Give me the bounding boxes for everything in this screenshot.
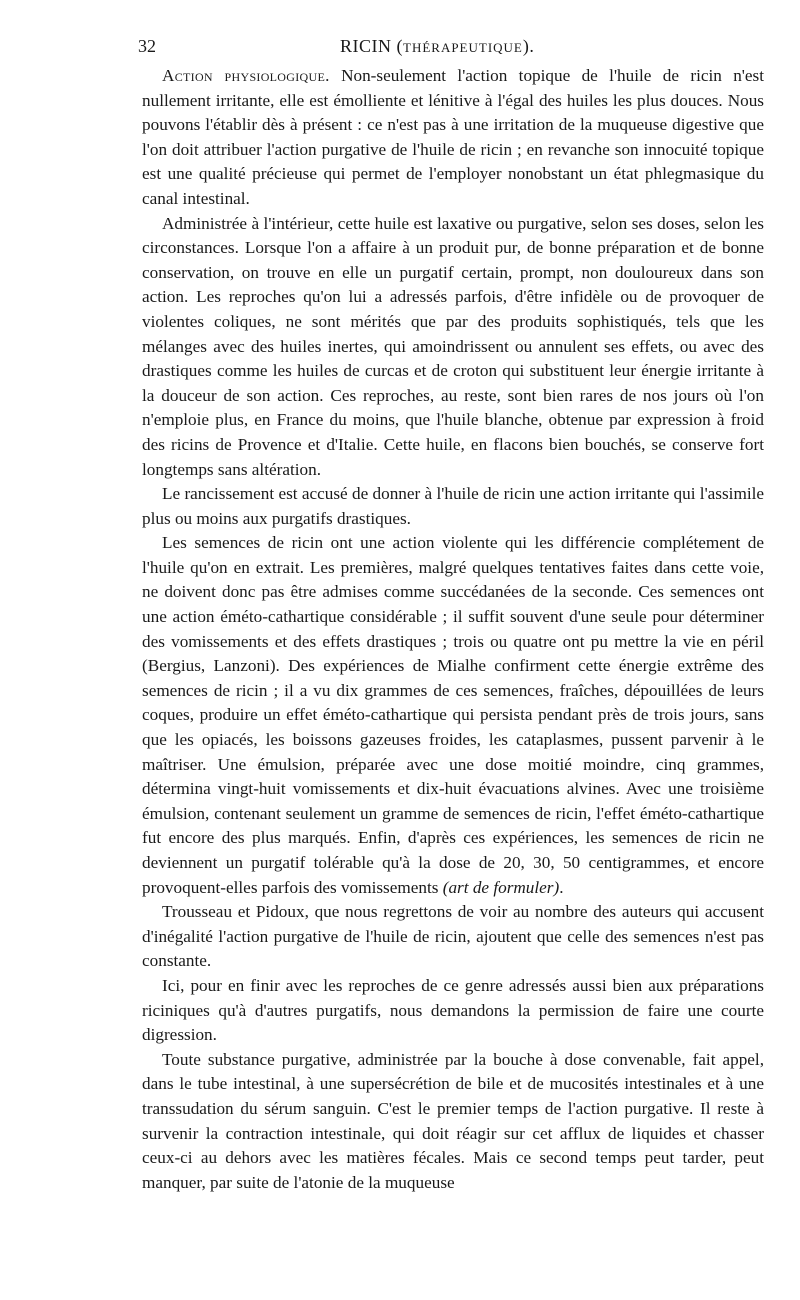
paragraph-rancidity xyxy=(142,482,764,531)
paragraph-physiological-action xyxy=(142,64,764,212)
paragraph-text: Le rancissement est accusé de donner à l'huile de ricin une action irritante qui l'assimile plus ou moins aux purgatifs drastiques. xyxy=(142,484,764,528)
running-title-main: RICIN ( xyxy=(340,36,403,56)
paragraph-text: Trousseau et Pidoux, que nous regrettons de voir au nombre des auteurs qui accusent d'inégalité l'action purgative de l'huile de ricin, ajoutent que celle des semences n'est pas constante. xyxy=(142,902,764,971)
paragraph-seeds xyxy=(142,531,764,900)
running-head xyxy=(138,36,764,64)
running-title-close: ). xyxy=(522,36,535,56)
paragraph-text: Les semences de ricin ont une action violente qui les différencie complétement de l'huile qu'on en extrait. Les premières, malgré quelques tentatives faites dans cette voie, ne doivent donc pas être admises comme succédanées de la seconde. Ces semences ont une action éméto-cathartique considérable ; il suffit souvent d'une seule pour déterminer des vomissements et des effets drastiques ; trois ou quatre ont pu mettre la vie en péril (Bergius, Lanzoni). Des expériences de Mialhe confirment cette énergie extrême des semences de ricin ; il a vu dix grammes de ces semences, fraîches, dépouillées de leurs coques, produire un effet éméto-cathartique qui persista pendant près de trois jours, sans que les opiacés, les boissons gazeuses froides, les cataplasmes, pussent parvenir à le maîtriser. Une émulsion, préparée avec une dose moitié moindre, cinq grammes, détermina vingt-huit vomissements et dix-huit évacuations alvines. Avec une troisième émulsion, contenant seulement un gramme de semences de ricin, l'effet éméto-cathartique fut encore des plus marqués. Enfin, d'après ces expériences, les semences de ricin ne deviennent un purgatif tolérable qu'à la dose de 20, 30, 50 centigrammes, et encore provoquent-elles parfois des vomissements xyxy=(142,533,764,897)
body-text xyxy=(142,64,764,1195)
paragraph-text: Non-seulement l'action topique de l'huile de ricin n'est nullement irritante, elle est émolliente et lénitive à l'égal des huiles les plus douces. Nous pouvons l'établir dès à présent : ce n'est pas à une irritation de la muqueuse digestive que l'on doit attribuer l'action purgative de l'huile de ricin ; en revanche son innocuité topique est une qualité précieuse qui permet de l'employer nonobstant un état phlegmasique du canal intestinal. xyxy=(142,66,764,208)
paragraph-trousseau-pidoux xyxy=(142,900,764,974)
italic-reference: (art de formuler) xyxy=(442,877,560,897)
paragraph-purgative-mechanism xyxy=(142,1048,764,1196)
section-label: Action physiologique. xyxy=(162,66,330,85)
paragraph-digression xyxy=(142,974,764,1048)
page-number: 32 xyxy=(138,36,156,56)
running-title xyxy=(340,36,534,57)
paragraph-tail: . xyxy=(559,877,564,897)
paragraph-oral-administration xyxy=(142,212,764,483)
paragraph-text: Administrée à l'intérieur, cette huile est laxative ou purgative, selon ses doses, selon les circonstances. Lorsque l'on a affaire à un produit pur, de bonne préparation et de bonne conservation, on trouve en elle un purgatif certain, prompt, non douloureux dans son action. Les reproches qu'on lui a adressés parfois, d'être infidèle ou de provoquer de violentes coliques, ne sont mérités que par des produits sophistiqués, tels que les mélanges avec des huiles inertes, qui amoindrissent ou annulent ses effets, ou avec des drastiques comme les huiles de curcas et de croton qui substituent leur énergie irritante à la douceur de son action. Ces reproches, au reste, sont bien rares de nos jours où l'on n'emploie plus, en France du moins, que l'huile blanche, obtenue par expression à froid des ricins de Provence et d'Italie. Cette huile, en flacons bien bouchés, se conserve fort longtemps sans altération. xyxy=(142,213,764,479)
paragraph-text: Ici, pour en finir avec les reproches de ce genre adressés aussi bien aux préparations riciniques qu'à d'autres purgatifs, nous demandons la permission de faire une courte digression. xyxy=(142,975,764,1045)
paragraph-text: Toute substance purgative, administrée par la bouche à dose convenable, fait appel, dans le tube intestinal, à une supersécrétion de bile et de mucosités intestinales et à une transsudation du sérum sanguin. C'est le premier temps de l'action purgative. Il reste à survenir la contraction intestinale, qui doit réagir sur cet afflux de liquides et chasser ceux-ci au dehors avec les matières fécales. Mais ce second temps peut tarder, peut manquer, par suite de l'atonie de la muqueuse xyxy=(142,1049,764,1192)
running-title-sub: THÉRAPEUTIQUE xyxy=(403,40,523,55)
